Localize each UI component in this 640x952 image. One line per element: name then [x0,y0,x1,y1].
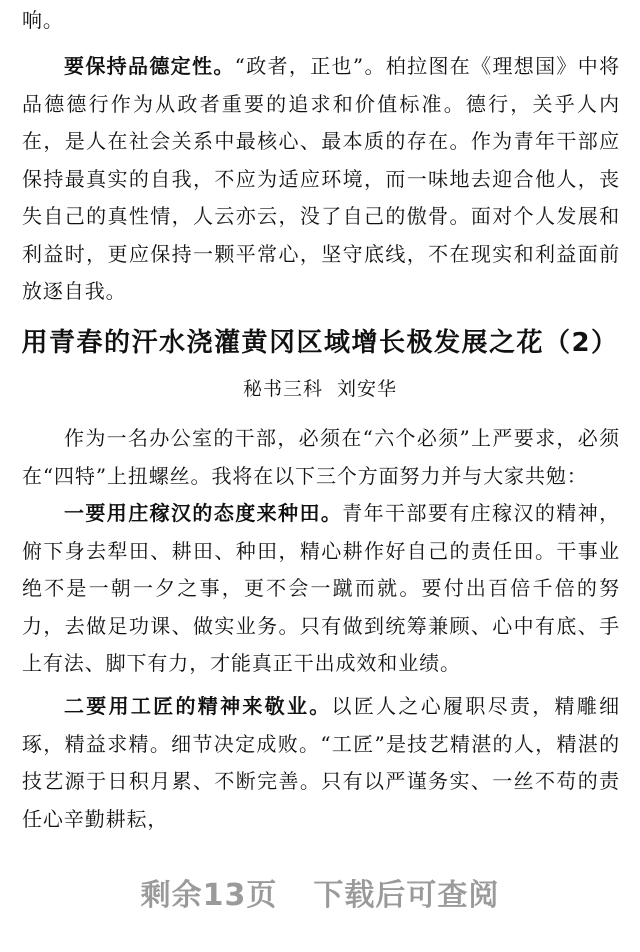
byline [0,374,640,401]
remaining-pages-label: 剩余13页 [140,878,278,913]
byline-author: 刘安华 [337,378,398,400]
paragraph-intro: 作为一名办公室的干部，必须在“六个必须”上严要求，必须在“四特”上扭螺丝。我将在以下三个方面努力并与大家共勉： [22,426,620,488]
paragraph-lead: 要保持品德定性。 [64,54,235,78]
paragraph-text: 以匠人之心履职尽责，精雕细琢，精益求精。细节决定成败。“工匠”是技艺精湛的人，精湛的技艺源于日积月累、不断完善。只有以严谨务实、一丝不苟的责任心辛勤耕耘， [22,694,620,831]
paragraph-point-1 [22,495,620,683]
byline-department: 秘书三科 [242,378,323,400]
paragraph-lead: 一要用庄稼汉的态度来种田。 [64,501,343,525]
paragraph-lead: 二要用工匠的精神来敬业。 [64,694,332,718]
top-fragment: 响。 [22,8,64,32]
article-title: 用青春的汗水浇灌黄冈区域增长极发展之花（2） [21,328,619,358]
paragraph-text: “政者，正也”。柏拉图在《理想国》中将品德德行作为从政者重要的追求和价值标准。德行，关乎人内在，是人在社会关系中最核心、最本质的存在。作为青年干部应保持最真实的自我，不应为适应环境，而一味地去迎合他人，丧失自己的真性情，人云亦云，没了自己的傲骨。面对个人发展和利益时，更应保持一颗平常心，坚守底线，不在现实和利益面前放逐自我。 [22,54,620,303]
paragraph-moral-character [22,48,620,311]
paragraph-point-2 [22,688,620,838]
download-banner[interactable] [0,870,640,914]
download-to-view-link[interactable]: 下载后可查阅 [313,878,500,913]
paragraph-text: 青年干部要有庄稼汉的精神，俯下身去犁田、耕田、种田，精心耕作好自己的责任田。干事业绝不是一朝一夕之事，更不会一蹴而就。要付出百倍千倍的努力，去做足功课、做实业务。只有做到统筹兼顾、心中有底、手上有法、脚下有力，才能真正干出成效和业绩。 [22,501,620,675]
